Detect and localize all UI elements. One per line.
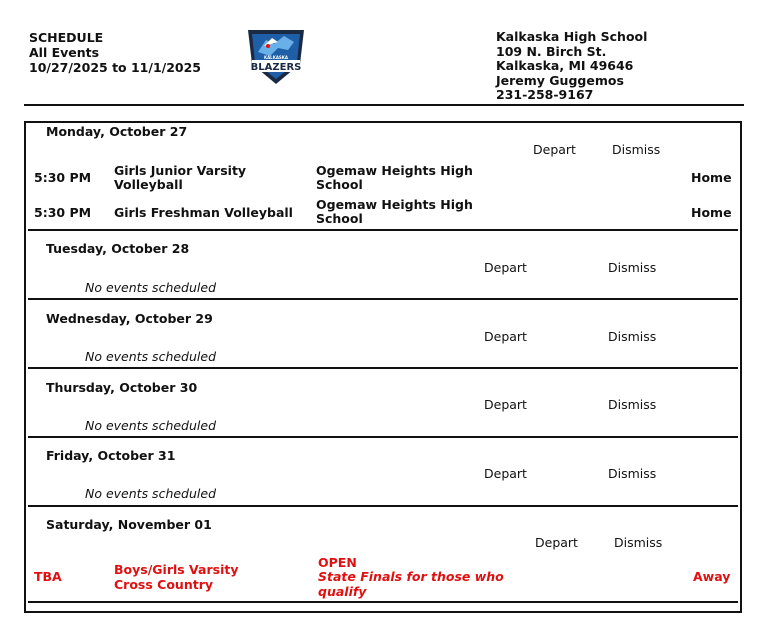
event-opponent-cont: School	[316, 177, 363, 192]
day-divider	[28, 436, 738, 438]
day-label: Tuesday, October 28	[46, 241, 190, 256]
schedule-header-left	[29, 30, 201, 75]
event-name: Girls Freshman Volleyball	[114, 205, 293, 220]
day-divider	[28, 367, 738, 369]
event-opponent: Ogemaw Heights High	[316, 163, 473, 178]
depart-header: Depart	[484, 397, 527, 412]
event-note-cont: qualify	[318, 584, 367, 599]
event-location: Home	[691, 170, 732, 185]
event-note: State Finals for those who	[318, 569, 504, 584]
school-name: Kalkaska High School	[496, 29, 648, 44]
event-location: Away	[693, 569, 731, 584]
contact-name: Jeremy Guggemos	[496, 72, 624, 88]
depart-header: Depart	[484, 466, 527, 481]
no-events-message: No events scheduled	[85, 280, 217, 295]
contact-phone: 231-258-9167	[496, 87, 594, 102]
depart-header: Depart	[533, 142, 576, 157]
depart-header: Depart	[484, 329, 527, 344]
day-label: Thursday, October 30	[46, 380, 198, 395]
events-filter: All Events	[29, 45, 100, 60]
dismiss-header: Dismiss	[614, 535, 663, 550]
day-label: Monday, October 27	[46, 124, 188, 139]
event-time: 5:30 PM	[34, 205, 92, 220]
day-label: Wednesday, October 29	[46, 311, 213, 326]
day-divider	[28, 505, 738, 507]
event-opponent-cont: School	[316, 211, 363, 226]
no-events-message: No events scheduled	[85, 349, 217, 364]
svg-text:BLAZERS: BLAZERS	[250, 62, 302, 73]
event-name-cont: Volleyball	[114, 177, 183, 192]
dismiss-header: Dismiss	[608, 260, 657, 275]
event-name: Girls Junior Varsity	[114, 163, 247, 178]
day-label: Friday, October 31	[46, 448, 176, 463]
dismiss-header: Dismiss	[608, 397, 657, 412]
event-status: OPEN	[318, 555, 357, 570]
no-events-message: No events scheduled	[85, 418, 217, 433]
depart-header: Depart	[484, 260, 527, 275]
event-time: 5:30 PM	[34, 170, 92, 185]
event-opponent: Ogemaw Heights High	[316, 197, 473, 212]
event-name: Boys/Girls Varsity	[114, 562, 239, 577]
dismiss-header: Dismiss	[612, 142, 661, 157]
school-info	[496, 30, 647, 103]
day-divider	[28, 229, 738, 231]
schedule-title: SCHEDULE	[29, 30, 104, 45]
dismiss-header: Dismiss	[608, 466, 657, 481]
blazers-logo	[244, 26, 308, 88]
header-divider	[24, 104, 744, 106]
day-divider	[28, 298, 738, 300]
school-address: 109 N. Birch St.	[496, 43, 607, 59]
date-range: 10/27/2025 to 11/1/2025	[29, 60, 201, 75]
event-location: Home	[691, 205, 732, 220]
day-divider	[28, 601, 738, 603]
svg-text:KALKASKA: KALKASKA	[263, 55, 289, 60]
dismiss-header: Dismiss	[608, 329, 657, 344]
school-city: Kalkaska, MI 49646	[496, 58, 634, 73]
day-label: Saturday, November 01	[46, 517, 212, 532]
depart-header: Depart	[535, 535, 578, 550]
no-events-message: No events scheduled	[85, 486, 217, 501]
event-name-cont: Cross Country	[114, 577, 214, 592]
event-time: TBA	[34, 569, 62, 584]
